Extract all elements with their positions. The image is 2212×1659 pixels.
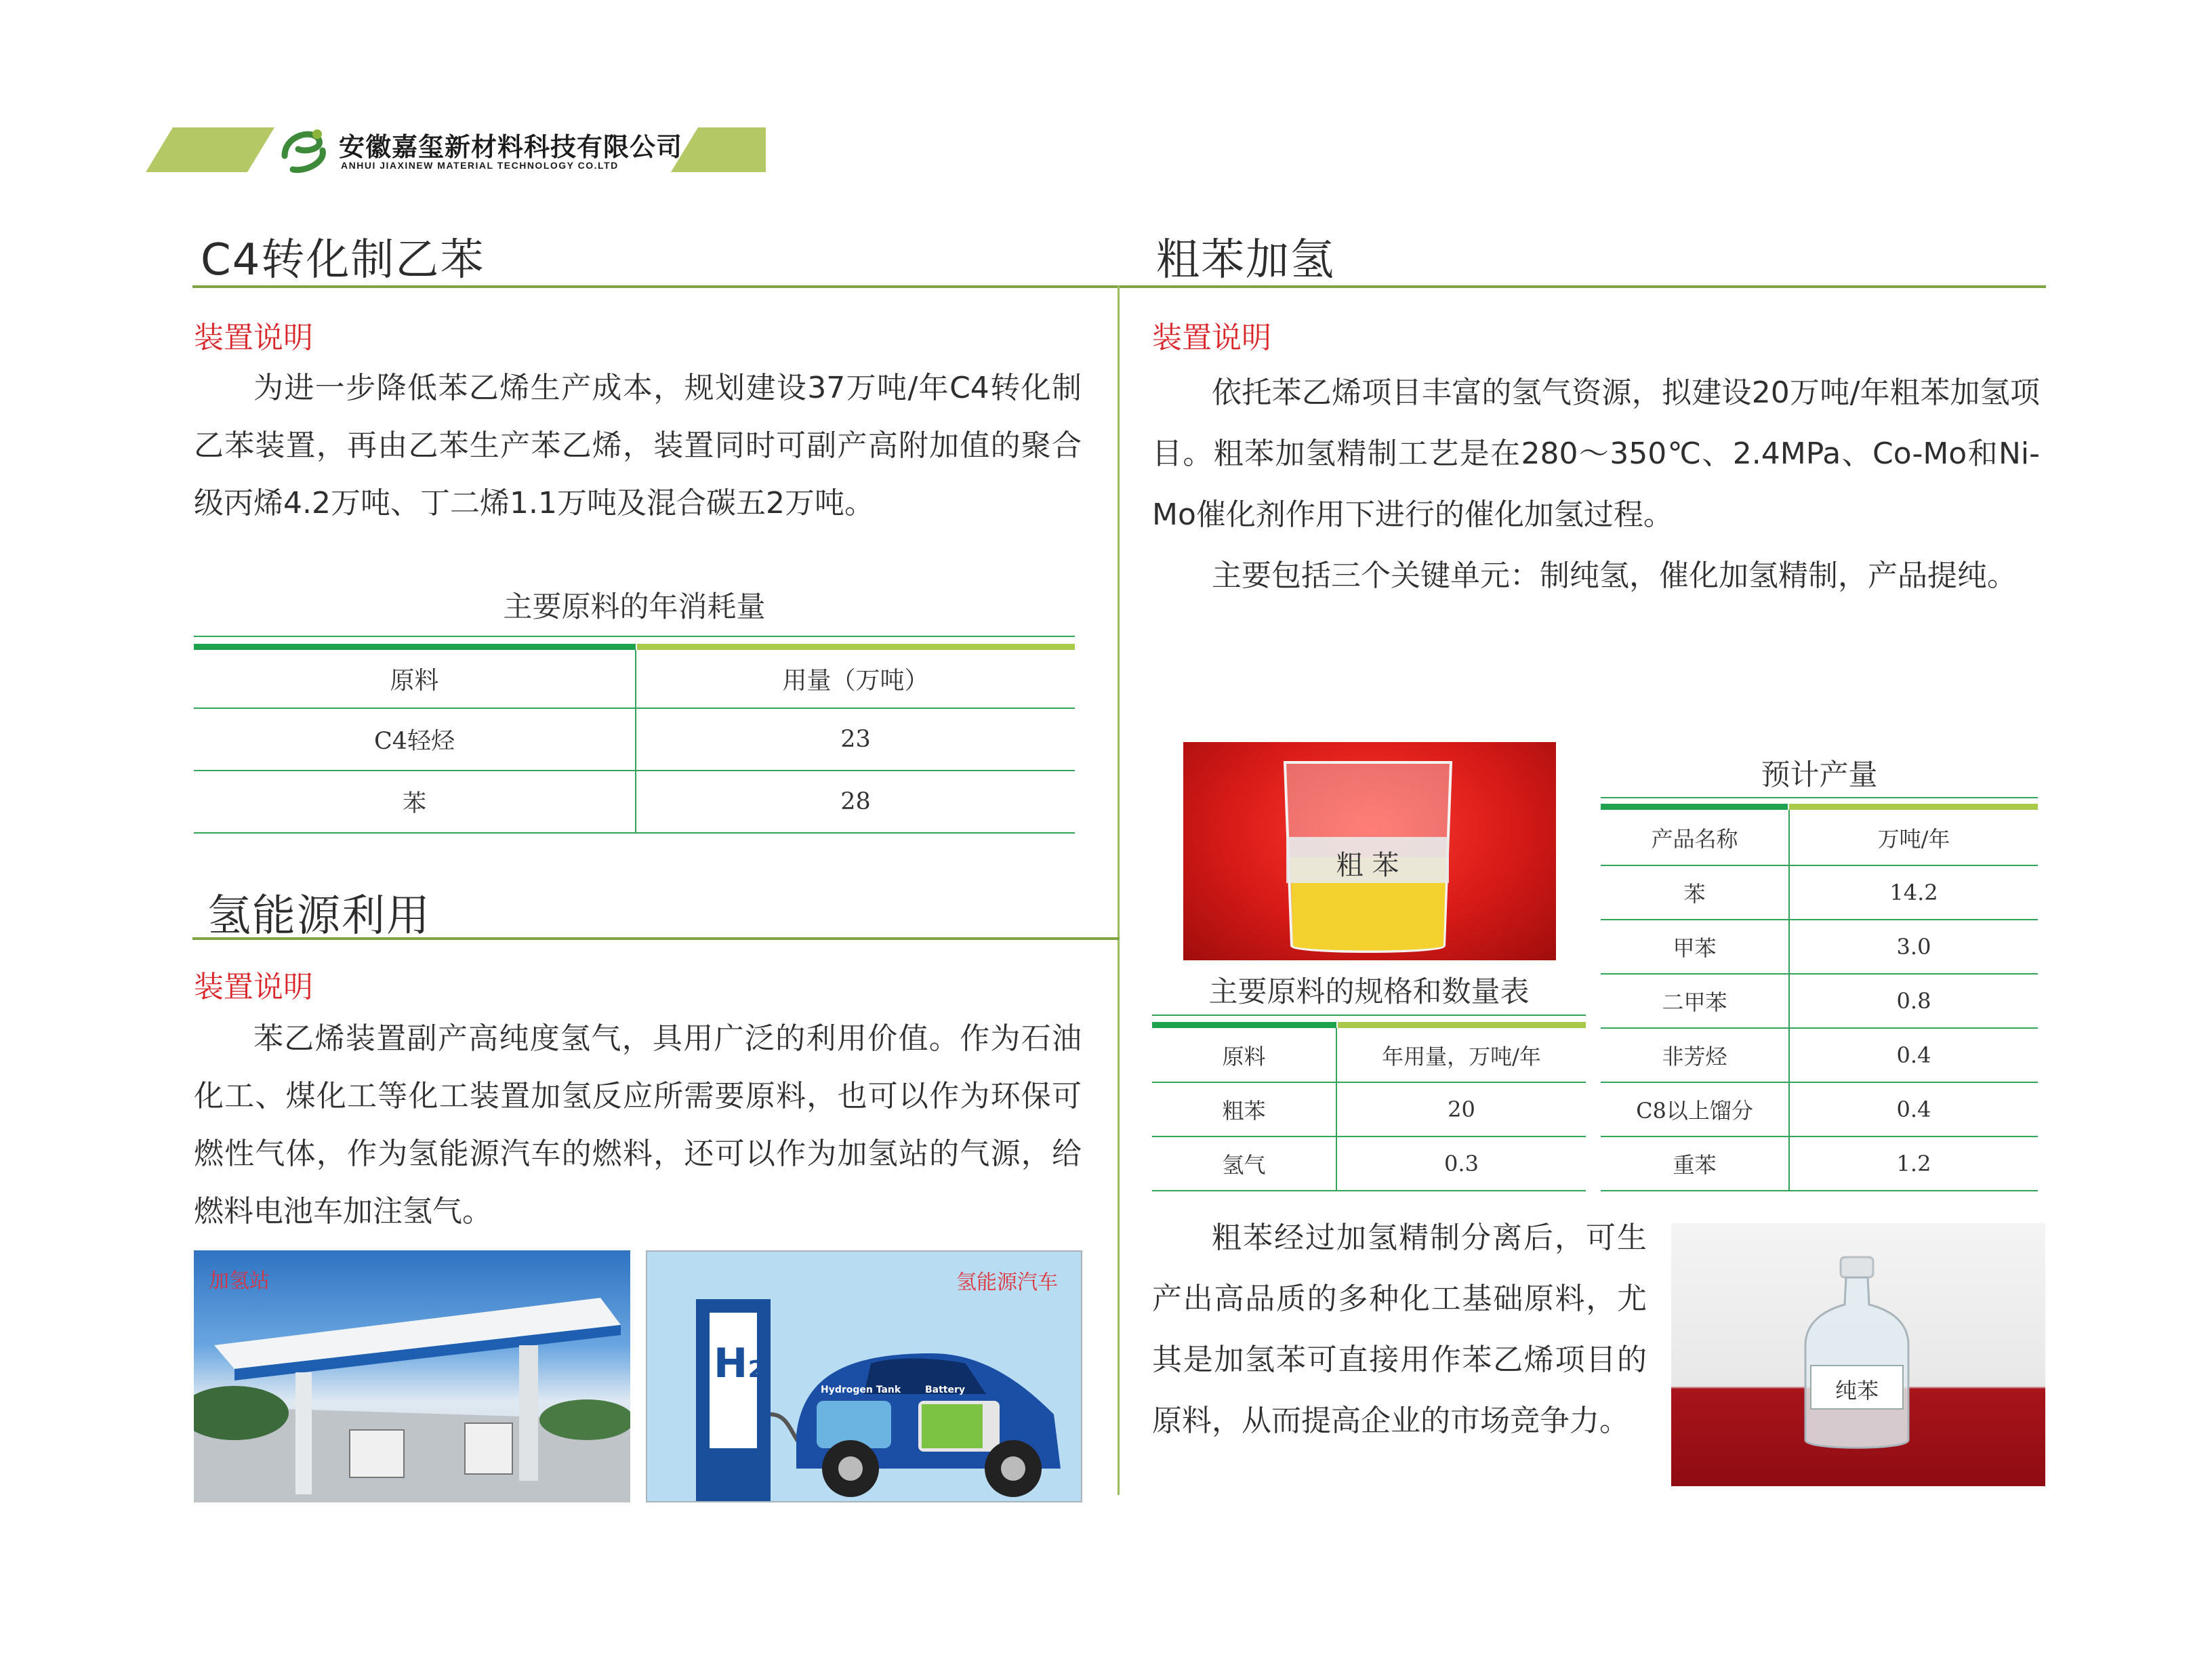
table-cell: C4轻烃 — [194, 708, 636, 771]
hydrogen-station-label: 加氢站 — [209, 1269, 270, 1293]
crude-conclusion: 粗苯经过加氢精制分离后，可生产出高品质的多种化工基础原料，尤其是加氢苯可直接用作苯乙烯项目的原料，从而提高企业的市场竞争力。 — [1152, 1221, 1647, 1438]
company-name-cn: 安徽嘉玺新材料科技有限公司 — [339, 132, 683, 162]
company-logo — [278, 122, 332, 176]
table-header-cell: 年用量，万吨/年 — [1336, 1028, 1586, 1082]
table-cell: 0.8 — [1789, 974, 2038, 1028]
raw-table-topline — [1152, 1022, 1586, 1028]
table-cell: 二甲苯 — [1601, 974, 1789, 1028]
company-name-en: ANHUI JIAXINEW MATERIAL TECHNOLOGY CO.LTD — [341, 160, 619, 171]
table-cell: 1.2 — [1789, 1136, 2038, 1191]
c4-table-caption: 主要原料的年消耗量 — [503, 590, 766, 624]
table-cell: 23 — [636, 708, 1075, 771]
table-header-row — [1152, 1028, 1586, 1082]
table-header-cell: 原料 — [194, 650, 636, 708]
table-cell: 20 — [1336, 1082, 1586, 1136]
table-header-cell: 原料 — [1152, 1028, 1336, 1082]
crude-description: 依托苯乙烯项目丰富的氢气资源，拟建设20万吨/年粗苯加氢项目。粗苯加氢精制工艺是在280～350℃、2.4MPa、Co-Mo和Ni-Mo催化剂作用下进行的催化加氢过程。 主要包括三个关键单元：制纯氢，催化加氢精制，产品提纯。 — [1152, 375, 2040, 593]
raw-material-table — [1152, 1028, 1586, 1191]
table-header-row — [194, 650, 1075, 708]
crude-benzene-photo — [1183, 742, 1556, 960]
bottle-label: 纯苯 — [1835, 1378, 1879, 1404]
hydrogen-car-label: 氢能源汽车 — [956, 1271, 1058, 1294]
table-header-row — [1601, 810, 2038, 865]
pure-benzene-photo — [1671, 1223, 2045, 1486]
c4-table-topline — [194, 644, 1075, 650]
table-row — [1152, 1136, 1586, 1191]
hydrogen-tank-label: Hydrogen Tank — [821, 1385, 901, 1395]
c4-table — [194, 650, 1075, 834]
c4-table-caption-line — [194, 636, 1075, 637]
table-cell: 28 — [636, 771, 1075, 833]
raw-table-caption: 主要原料的规格和数量表 — [1208, 975, 1530, 1009]
table-header-cell: 用量（万吨） — [636, 650, 1075, 708]
c4-subtitle: 装置说明 — [194, 321, 313, 355]
table-cell: 粗苯 — [1152, 1082, 1336, 1136]
h2-description: 苯乙烯装置副产高纯度氢气，具用广泛的利用价值。作为石油化工、煤化工等化工装置加氢反应所需要原料，也可以作为环保可燃性气体，作为氢能源汽车的燃料，还可以作为加氢站的气源，给燃料电池车加注氢气。 — [194, 1021, 1082, 1229]
table-cell: 0.3 — [1336, 1136, 1586, 1191]
table-row — [1601, 1136, 2038, 1191]
table-row — [1601, 920, 2038, 974]
table-cell: 苯 — [194, 771, 636, 833]
c4-description: 为进一步降低苯乙烯生产成本，规划建设37万吨/年C4转化制乙苯装置，再由乙苯生产苯乙烯，装置同时可副产高附加值的聚合级丙烯4.2万吨、丁二烯1.1万吨及混合碳五2万吨。 — [194, 371, 1082, 520]
table-row — [194, 708, 1075, 771]
table-row — [1601, 974, 2038, 1028]
table-cell: 甲苯 — [1601, 920, 1789, 974]
h2-symbol: H₂ — [714, 1340, 766, 1387]
table-cell: 14.2 — [1789, 865, 2038, 920]
output-table-caption: 预计产量 — [1761, 758, 1878, 792]
table-row — [1601, 1028, 2038, 1082]
table-cell: 苯 — [1601, 865, 1789, 920]
hydrogen-car-illustration — [646, 1250, 1082, 1502]
expected-output-table — [1601, 810, 2038, 1191]
table-cell: 0.4 — [1789, 1028, 2038, 1082]
table-cell: 0.4 — [1789, 1082, 2038, 1136]
h2-subtitle: 装置说明 — [194, 970, 313, 1004]
table-cell: 氢气 — [1152, 1136, 1336, 1191]
beaker-label: 粗 苯 — [1336, 850, 1399, 881]
table-cell: 非芳烃 — [1601, 1028, 1789, 1082]
table-row — [194, 771, 1075, 833]
h2-section-title: 氢能源利用 — [207, 891, 431, 941]
table-row — [1601, 1082, 2038, 1136]
raw-table-caption-line — [1152, 1015, 1586, 1016]
table-header-cell: 产品名称 — [1601, 810, 1789, 865]
table-row — [1601, 865, 2038, 920]
table-header-cell: 万吨/年 — [1789, 810, 2038, 865]
table-row — [1152, 1082, 1586, 1136]
c4-section-title: C4转化制乙苯 — [201, 235, 485, 285]
table-cell: C8以上馏分 — [1601, 1082, 1789, 1136]
column-divider — [1118, 285, 1120, 1495]
table-cell: 3.0 — [1789, 920, 2038, 974]
output-table-topline — [1601, 804, 2038, 810]
header-band-left — [146, 127, 274, 172]
table-cell: 重苯 — [1601, 1136, 1789, 1191]
hydrogen-station-photo — [194, 1250, 630, 1502]
header-band-right — [671, 127, 766, 172]
crude-subtitle: 装置说明 — [1152, 321, 1271, 355]
battery-label: Battery — [925, 1385, 966, 1395]
output-table-caption-line — [1601, 797, 2038, 798]
crude-section-title: 粗苯加氢 — [1156, 235, 1335, 285]
